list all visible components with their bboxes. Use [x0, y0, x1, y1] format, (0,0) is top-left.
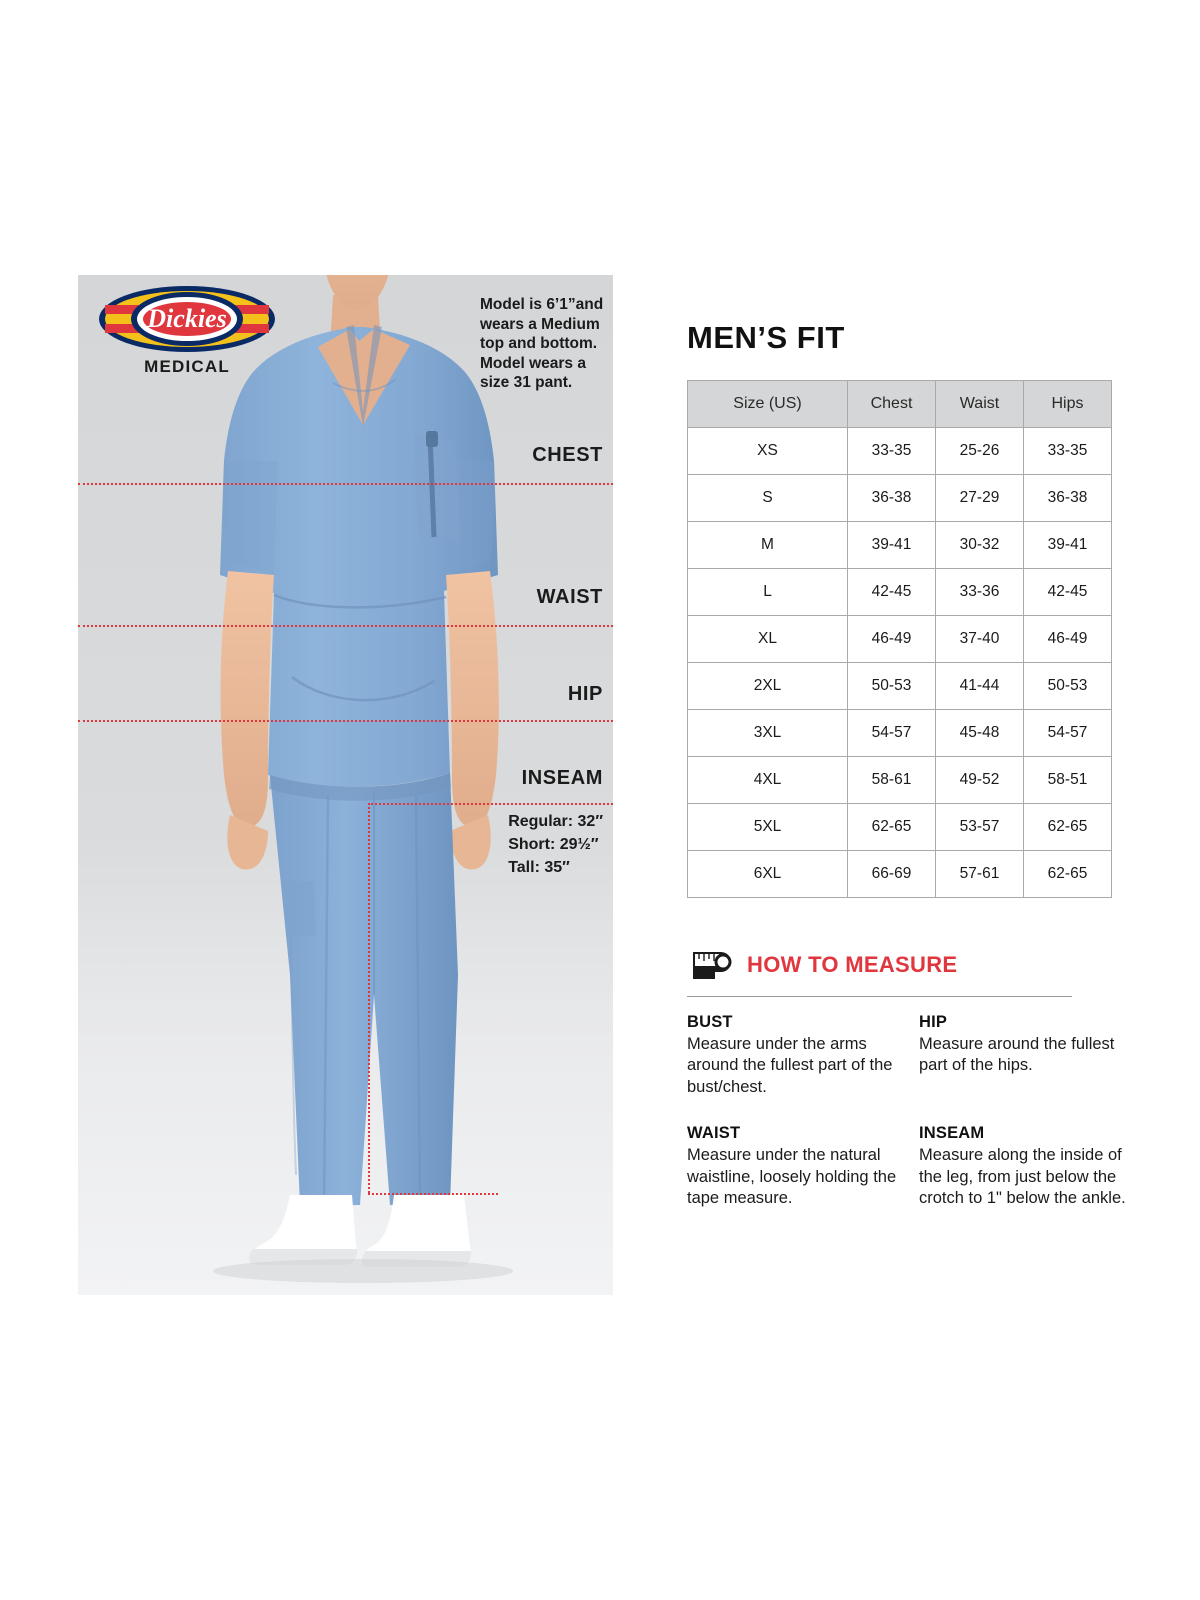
col-chest: Chest	[848, 381, 936, 428]
cell-waist: 49-52	[936, 757, 1024, 804]
cell-hips: 46-49	[1024, 616, 1112, 663]
measure-text: Measure under the arms around the fullest part of the bust/chest.	[687, 1035, 893, 1096]
dickies-logo-icon	[97, 283, 277, 355]
model-photo-panel	[78, 275, 613, 1295]
cell-waist: 30-32	[936, 522, 1024, 569]
cell-hips: 62-65	[1024, 851, 1112, 898]
cell-size: 2XL	[688, 663, 848, 710]
cell-chest: 54-57	[848, 710, 936, 757]
table-header-row	[688, 381, 1112, 428]
fit-info-panel	[687, 320, 1126, 1210]
cell-chest: 46-49	[848, 616, 936, 663]
hip-guide-line	[78, 720, 613, 722]
cell-chest: 33-35	[848, 428, 936, 475]
table-row	[688, 851, 1112, 898]
inseam-vertical-line	[368, 803, 370, 1193]
cell-hips: 50-53	[1024, 663, 1112, 710]
cell-waist: 25-26	[936, 428, 1024, 475]
chest-guide-line	[78, 483, 613, 485]
tape-measure-icon	[687, 948, 735, 982]
measure-item-bust	[687, 1013, 919, 1098]
svg-text:Dickies: Dickies	[147, 304, 227, 333]
table-row	[688, 804, 1112, 851]
cell-waist: 27-29	[936, 475, 1024, 522]
cell-chest: 39-41	[848, 522, 936, 569]
cell-hips: 39-41	[1024, 522, 1112, 569]
cell-waist: 45-48	[936, 710, 1024, 757]
cell-size: XS	[688, 428, 848, 475]
waist-guide-line	[78, 625, 613, 627]
inseam-label: INSEAM	[521, 767, 603, 789]
how-to-measure-title: HOW TO MEASURE	[747, 952, 958, 977]
cell-waist: 57-61	[936, 851, 1024, 898]
col-hips: Hips	[1024, 381, 1112, 428]
inseam-regular: Regular: 32″	[508, 813, 603, 830]
inseam-bottom-line	[368, 1193, 498, 1195]
cell-size: L	[688, 569, 848, 616]
cell-chest: 58-61	[848, 757, 936, 804]
inseam-short: Short: 29½″	[508, 836, 599, 854]
how-to-measure-list	[687, 1013, 1126, 1210]
table-row	[688, 522, 1112, 569]
cell-size: M	[688, 522, 848, 569]
inseam-guide-line	[368, 803, 613, 805]
cell-size: 3XL	[688, 710, 848, 757]
table-row	[688, 475, 1112, 522]
size-chart-table	[687, 380, 1112, 898]
cell-chest: 62-65	[848, 804, 936, 851]
hip-label: HIP	[567, 683, 603, 705]
measure-text: Measure along the inside of the leg, from just below the crotch to 1" below the ankle.	[919, 1146, 1126, 1208]
cell-chest: 36-38	[848, 475, 936, 522]
section-divider	[687, 996, 1072, 997]
cell-waist: 37-40	[936, 616, 1024, 663]
measure-text: Measure around the fullest part of the hips.	[919, 1035, 1115, 1075]
cell-chest: 50-53	[848, 663, 936, 710]
cell-hips: 36-38	[1024, 475, 1112, 522]
inseam-tall: Tall: 35″	[508, 859, 570, 877]
measure-item-inseam	[919, 1124, 1137, 1209]
table-row	[688, 428, 1112, 475]
measure-item-hip	[919, 1013, 1137, 1098]
size-chart-body	[688, 428, 1112, 898]
cell-chest: 42-45	[848, 569, 936, 616]
how-to-measure-header	[687, 948, 1112, 982]
cell-hips: 54-57	[1024, 710, 1112, 757]
measure-term: INSEAM	[919, 1124, 985, 1143]
col-size: Size (US)	[688, 381, 848, 428]
table-row	[688, 616, 1112, 663]
cell-hips: 33-35	[1024, 428, 1112, 475]
brand-logo	[92, 283, 282, 377]
cell-chest: 66-69	[848, 851, 936, 898]
cell-size: 5XL	[688, 804, 848, 851]
cell-hips: 58-51	[1024, 757, 1112, 804]
measure-text: Measure under the natural waistline, loosely holding the tape measure.	[687, 1146, 897, 1208]
cell-size: 4XL	[688, 757, 848, 804]
table-row	[688, 569, 1112, 616]
measure-item-waist	[687, 1124, 919, 1209]
cell-hips: 62-65	[1024, 804, 1112, 851]
cell-waist: 33-36	[936, 569, 1024, 616]
inseam-length-options	[508, 810, 603, 880]
cell-hips: 42-45	[1024, 569, 1112, 616]
page-title: MEN’S FIT	[687, 320, 845, 355]
table-row	[688, 663, 1112, 710]
table-row	[688, 710, 1112, 757]
size-chart-header	[688, 381, 1112, 428]
cell-waist: 41-44	[936, 663, 1024, 710]
cell-waist: 53-57	[936, 804, 1024, 851]
brand-sub-label: MEDICAL	[144, 357, 230, 376]
cell-size: S	[688, 475, 848, 522]
model-note: Model is 6’1”and wears a Medium top and bottom. Model wears a size 31 pant.	[480, 296, 604, 392]
measure-term: WAIST	[687, 1124, 741, 1143]
measure-term: HIP	[919, 1013, 948, 1031]
chest-label: CHEST	[532, 444, 603, 466]
measure-term: BUST	[687, 1013, 733, 1031]
cell-size: XL	[688, 616, 848, 663]
table-row	[688, 757, 1112, 804]
cell-size: 6XL	[688, 851, 848, 898]
col-waist: Waist	[936, 381, 1024, 428]
waist-label: WAIST	[536, 586, 603, 608]
